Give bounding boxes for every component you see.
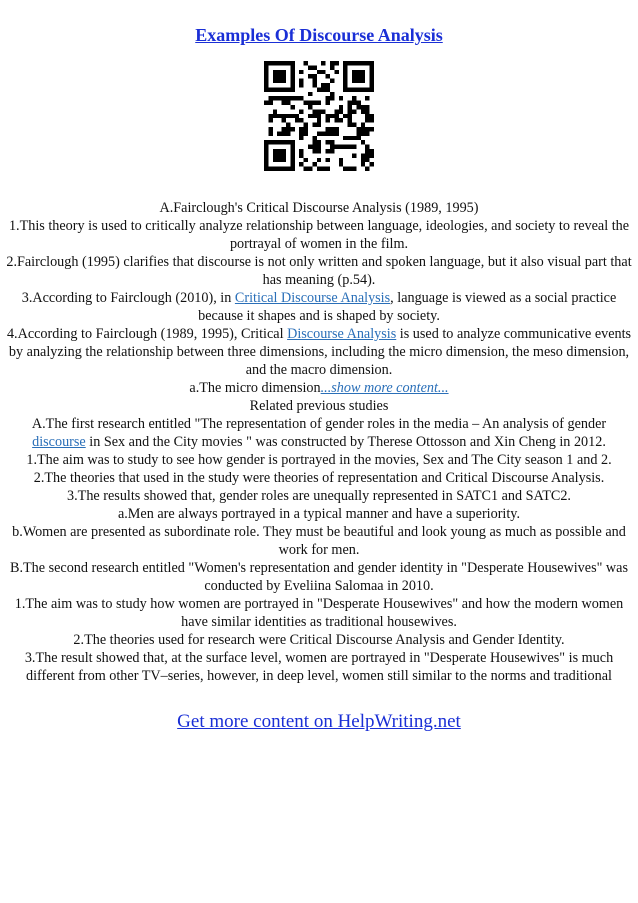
- paragraph: 2.The theories that used in the study were theories of representation and Critical Discourse Analysis.: [33, 470, 605, 486]
- paragraph: 1.This theory is used to critically analyze relationship between language, ideologies, and society to reveal the portrayal of women in the film.: [8, 218, 630, 252]
- paragraph: 2.Fairclough (1995) clarifies that discourse is not only written and spoken language, but it also visual part that has meaning (p.54).: [6, 254, 632, 288]
- article-body: [0, 199, 638, 685]
- show-more-link[interactable]: ...show more content...: [320, 380, 449, 396]
- cta: [0, 711, 638, 733]
- paragraph: b.Women are presented as subordinate role. They must be beautiful and look young as much as possible and work for men.: [12, 524, 626, 558]
- section-heading: A.Fairclough's Critical Discourse Analysis (1989, 1995): [159, 200, 479, 216]
- paragraph: 3.According to Fairclough (2010), in Critical Discourse Analysis, language is viewed as a social practice because it shapes and is shaped by society.: [21, 290, 617, 324]
- paragraph: A.The first research entitled "The representation of gender roles in the media – An analysis of gender: [31, 416, 607, 432]
- paragraph: 1.The aim was to study how women are portrayed in "Desperate Housewives" and how the modern women have similar identities as traditional housewives.: [14, 596, 624, 630]
- paragraph: a.The micro dimension...show more content...: [189, 380, 449, 396]
- paragraph: B.The second research entitled "Women's representation and gender identity in "Desperate Housewives" was conducted by Eveliina Salomaa in 2010.: [9, 560, 628, 594]
- cta-link[interactable]: Get more content on HelpWriting.net: [177, 711, 461, 732]
- discourse-analysis-link[interactable]: Discourse Analysis: [287, 326, 397, 342]
- page-title: [0, 24, 638, 46]
- title-link[interactable]: Examples Of Discourse Analysis: [195, 25, 443, 45]
- qr-code-icon: [264, 61, 374, 171]
- paragraph: a.Men are always portrayed in a typical manner and have a superiority.: [117, 506, 521, 522]
- paragraph: 2.The theories used for research were Critical Discourse Analysis and Gender Identity.: [73, 632, 565, 648]
- paragraph: discourse in Sex and the City movies " was constructed by Therese Ottosson and Xin Cheng in 2012.: [32, 434, 606, 450]
- paragraph: 4.According to Fairclough (1989, 1995), Critical Discourse Analysis is used to analyze communicative events by analyzing the relationship between three dimensions, including the micro dimension, the meso dimension, and the macro dimension.: [6, 326, 632, 378]
- paragraph: 3.The result showed that, at the surface level, women are portrayed in "Desperate Housewives" is much different from other TV–series, however, in deep level, women still similar to the norms and traditional: [24, 650, 614, 684]
- paragraph: 3.The results showed that, gender roles are unequally represented in SATC1 and SATC2.: [67, 488, 571, 504]
- discourse-link[interactable]: discourse: [32, 434, 86, 450]
- section-heading: Related previous studies: [249, 398, 389, 414]
- critical-discourse-analysis-link[interactable]: Critical Discourse Analysis: [234, 290, 391, 306]
- paragraph: 1.The aim was to study to see how gender is portrayed in the movies, Sex and The City season 1 and 2.: [26, 452, 612, 468]
